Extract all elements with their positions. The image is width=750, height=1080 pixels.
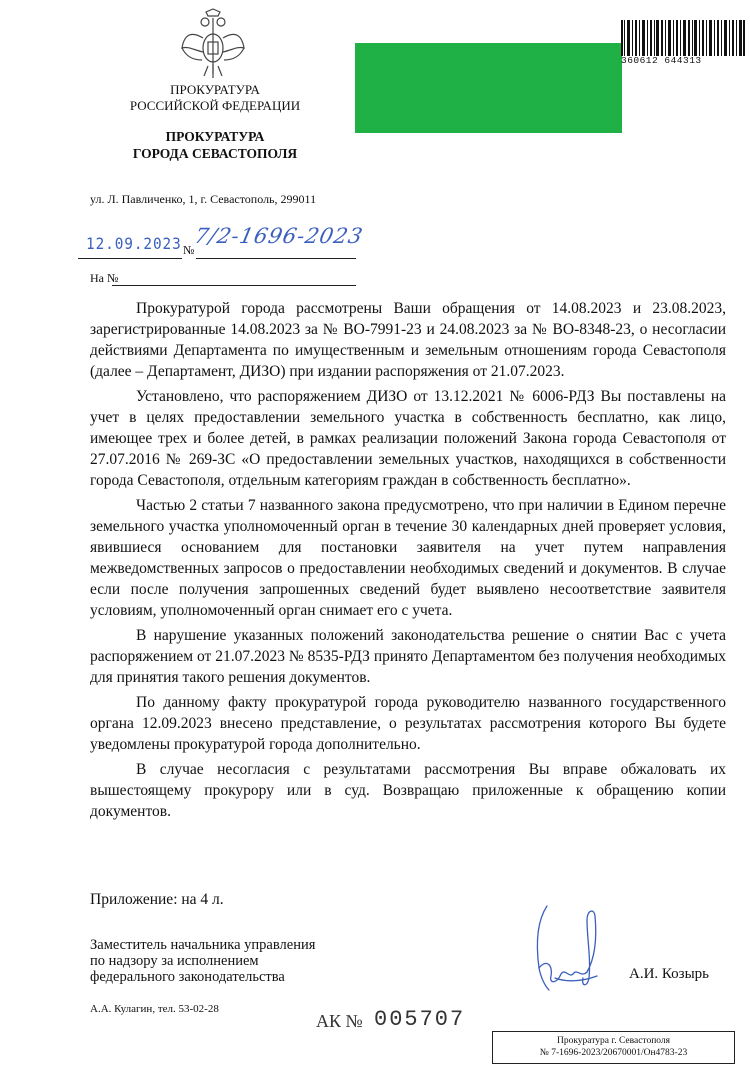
date-underline <box>78 258 182 259</box>
signatory-name: А.И. Козырь <box>629 966 710 982</box>
city-prosecutor-header <box>60 128 370 162</box>
paragraph: По данному факту прокуратурой города руководителю названного государственного органа 12.09.2023 внесено представление, о результатах рассмотрения которого Вы будете уведомлены прокуратурой города дополнительно. <box>90 694 726 753</box>
org-name-line2: РОССИЙСКОЙ ФЕДЕРАЦИИ <box>129 98 301 113</box>
barcode <box>621 20 745 56</box>
paragraph: Частью 2 статьи 7 названного закона предусмотрено, что при наличии в Едином перечне земельного участка уполномоченный орган в течение 30 календарных дней проверяет условия, явившиеся основанием для постановки заявителя на учет путем направления межведомственных запросов о предоставлении необходимых сведений и документов. В случае если после получения запрошенных сведений будет выявлено несоответствие заявителя условиям, уполномоченный орган снимает его с учета. <box>90 497 726 619</box>
prosecutor-office-header <box>60 82 370 114</box>
office-address: ул. Л. Павличенко, 1, г. Севастополь, 299011 <box>90 192 317 206</box>
barcode-number: 360612 644313 <box>621 55 702 66</box>
reply-to-label: На № <box>90 271 119 285</box>
registration-office: Прокуратура г. Севастополя <box>556 1036 671 1046</box>
attachment-note: Приложение: на 4 л. <box>90 891 224 908</box>
reply-to-underline <box>112 285 356 286</box>
registration-stamp <box>492 1031 735 1064</box>
redaction-block <box>355 43 622 133</box>
number-label: № <box>183 243 195 257</box>
signatory-title <box>90 937 390 985</box>
paragraph: В нарушение указанных положений законодательства решение о снятии Вас с учета распоряжением от 21.07.2023 № 8535-РДЗ принято Департаментом без получения необходимых для принятия такого решения документов. <box>90 627 726 686</box>
paragraph: Прокуратурой города рассмотрены Ваши обращения от 14.08.2023 и 23.08.2023, зарегистрированные 14.08.2023 за № ВО-7991-23 и 24.08.2023 за № ВО-8348-23, о несогласии действиями Департамента по имущественным и земельным отношениям города Севастополя (далее – Департамент, ДИЗО) при издании распоряжения от 21.07.2023. <box>90 300 726 380</box>
coat-of-arms-emblem <box>178 8 248 80</box>
org-name-line1: ПРОКУРАТУРА <box>170 82 260 97</box>
city-name-line1: ПРОКУРАТУРА <box>165 129 265 144</box>
signatory-title-line2: по надзору за исполнением <box>90 953 259 969</box>
document-number: 7/2-1696-2023 <box>192 224 366 248</box>
executor-contact: А.А. Кулагин, тел. 53-02-28 <box>90 1003 219 1015</box>
paragraph: Установлено, что распоряжением ДИЗО от 13.12.2021 № 6006-РДЗ Вы поставлены на учет в целях предоставлении земельного участка в собственность бесплатно, как лицо, имеющее трех и более детей, в рамках реализации положений Закона города Севастополя от 27.07.2016 № 269-ЗС «О предоставлении земельных участков, находящихся в собственности города Севастополя, отдельным категориям граждан в собственность бесплатно». <box>90 388 726 489</box>
paragraph: В случае несогласия с результатами рассмотрения Вы вправе обжаловать их вышестоящему прокурору или в суд. Возвращаю приложенные к обращению копии документов. <box>90 761 726 820</box>
handwritten-signature <box>525 898 615 993</box>
city-name-line2: ГОРОДА СЕВАСТОПОЛЯ <box>132 146 298 161</box>
registration-number: № 7-1696-2023/20670001/Он4783-23 <box>539 1048 688 1058</box>
number-underline <box>196 258 356 259</box>
signatory-title-line1: Заместитель начальника управления <box>90 937 316 953</box>
ak-serial-number: 005707 <box>374 1007 466 1032</box>
ak-label: АК № <box>316 1011 363 1031</box>
document-date: 12.09.2023 <box>86 234 182 253</box>
letter-body <box>90 298 726 826</box>
signatory-title-line3: федерального законодательства <box>90 969 285 985</box>
